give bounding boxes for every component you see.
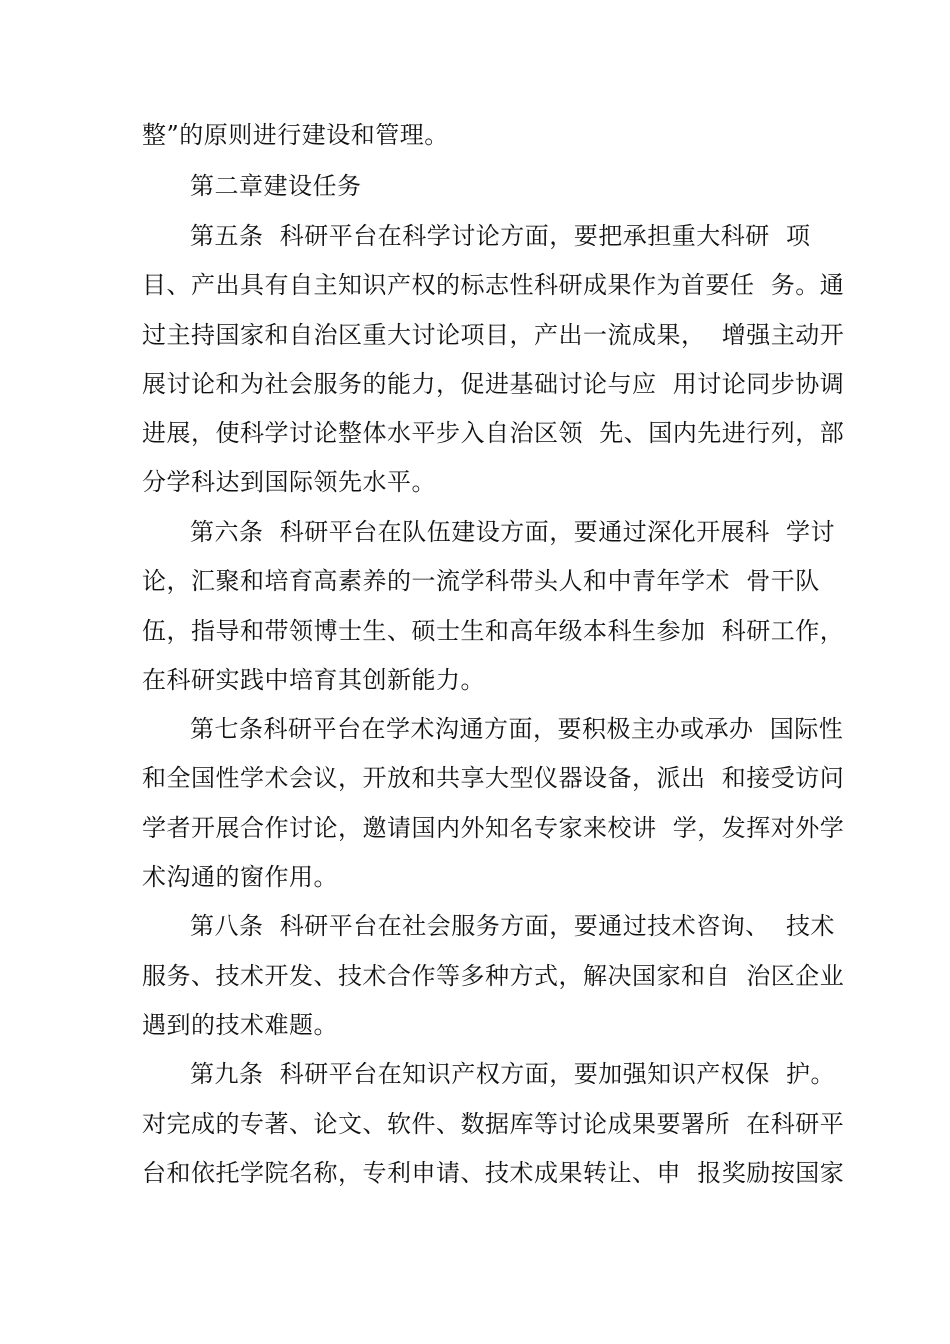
text-line-11: 伍，指导和带领博士生、硕士生和高年级本科生参加 科研工作， bbox=[142, 617, 845, 645]
text-line-9: 第六条 科研平台在队伍建设方面，要通过深化开展科 学讨 bbox=[190, 518, 836, 546]
chapter-heading: 第二章建设任务 bbox=[190, 172, 362, 200]
text-line-14: 和全国性学术会议，开放和共享大型仪器设备，派出 和接受访问 bbox=[142, 764, 845, 792]
text-line-6: 展讨论和为社会服务的能力，促进基础讨论与应 用讨论同步协调 bbox=[142, 370, 845, 398]
text-line-12: 在科研实践中培育其创新能力。 bbox=[142, 666, 485, 694]
text-line-18: 服务、技术开发、技术合作等多种方式，解决国家和自 治区企业 bbox=[142, 962, 845, 990]
text-line-17: 第八条 科研平台在社会服务方面，要通过技术咨询、 技术 bbox=[190, 912, 836, 940]
text-line-15: 学者开展合作讨论，邀请国内外知名专家来校讲 学，发挥对外学 bbox=[142, 814, 845, 842]
text-line-5: 过主持国家和自治区重大讨论项目，产出一流成果， 增强主动开 bbox=[142, 321, 845, 349]
text-line-13: 第七条科研平台在学术沟通方面，要积极主办或承办 国际性 bbox=[190, 715, 844, 743]
text-line-20: 第九条 科研平台在知识产权方面，要加强知识产权保 护。 bbox=[190, 1060, 836, 1088]
text-line-19: 遇到的技术难题。 bbox=[142, 1011, 338, 1039]
text-line-10: 论，汇聚和培育高素养的一流学科带头人和中青年学术 骨干队 bbox=[142, 567, 820, 595]
text-line-1: 整”的原则进行建设和管理。 bbox=[142, 121, 449, 149]
text-line-3: 第五条 科研平台在科学讨论方面，要把承担重大科研 项 bbox=[190, 222, 811, 250]
text-line-21: 对完成的专著、论文、软件、数据库等讨论成果要署所 在科研平 bbox=[142, 1110, 845, 1138]
text-line-4: 目、产出具有自主知识产权的标志性科研成果作为首要任 务。通 bbox=[142, 271, 845, 299]
text-line-7: 进展，使科学讨论整体水平步入自治区领 先、国内先进行列，部 bbox=[142, 419, 845, 447]
text-line-16: 术沟通的窗作用。 bbox=[142, 863, 338, 891]
text-line-8: 分学科达到国际领先水平。 bbox=[142, 468, 436, 496]
text-line-22: 台和依托学院名称，专利申请、技术成果转让、申 报奖励按国家 bbox=[142, 1159, 845, 1187]
